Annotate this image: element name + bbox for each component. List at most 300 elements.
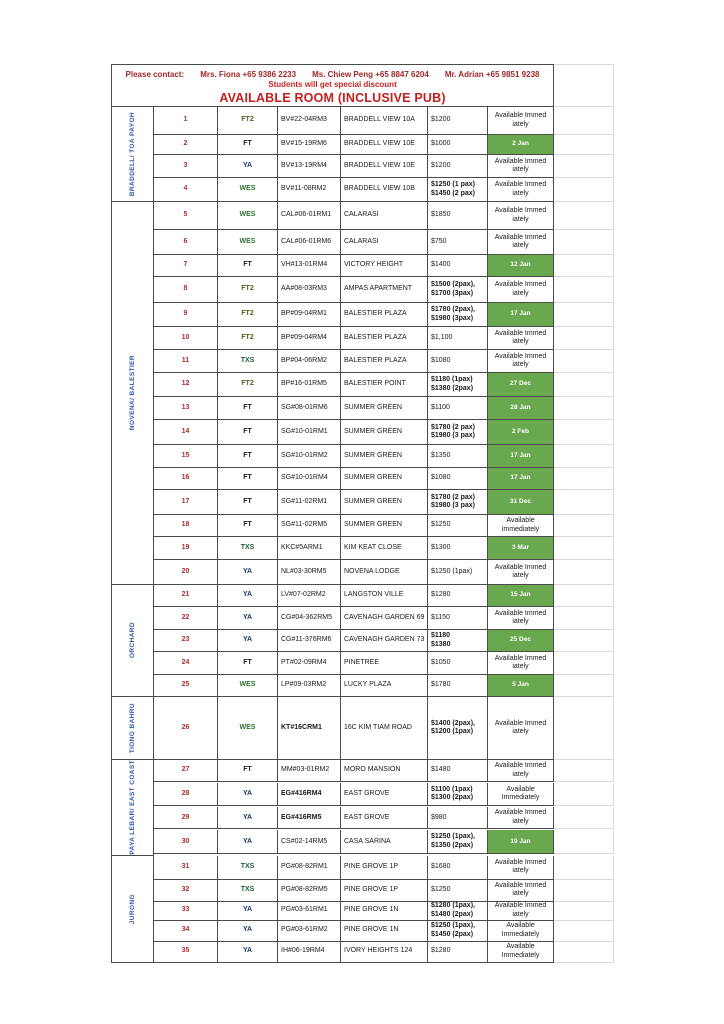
sheet-header-row (112, 64, 614, 107)
room-type-cell: WES (218, 202, 278, 230)
availability-line: Available (506, 943, 535, 951)
availability-cell (488, 445, 554, 468)
region-label: ORCHARD (128, 622, 136, 659)
price-cell (428, 560, 488, 585)
region-cell (112, 202, 154, 585)
price-cell (428, 277, 488, 303)
row-number-cell: 22 (154, 607, 218, 630)
region-cell (112, 107, 154, 202)
price-line: $1980 (3 pax) (431, 502, 475, 509)
availability-line: 15 Jan (510, 591, 531, 599)
price-line: $1200 (431, 161, 451, 169)
price-line: $1980 (3pax) (431, 314, 474, 322)
region-label: PAYA LEBAR/ EAST COAST (128, 760, 136, 855)
availability-line: 27 Dec (510, 380, 531, 388)
room-code-cell: PG#08-82RM5 (278, 880, 341, 902)
availability-line: Available Immed (494, 207, 547, 214)
availability-cell (488, 373, 554, 397)
table-header (112, 64, 554, 107)
ghost-cell (554, 202, 614, 230)
price-cell (428, 420, 488, 445)
room-type-cell: YA (218, 630, 278, 652)
price-line: $1450 (2 pax) (431, 189, 475, 197)
row-number-cell: 14 (154, 420, 218, 445)
price-cell (428, 202, 488, 230)
price-cell (428, 537, 488, 560)
building-cell: BALESTIER PLAZA (341, 350, 428, 373)
row-number-cell: 32 (154, 880, 218, 902)
price-cell (428, 630, 488, 652)
room-code-cell: SG#11-02RM1 (278, 490, 341, 515)
availability-cell (488, 585, 554, 607)
price-line: $1280 (431, 947, 451, 955)
room-type-cell: FT2 (218, 303, 278, 327)
room-type-cell: FT2 (218, 327, 278, 350)
room-code-cell: CAL#06-01RM6 (278, 230, 341, 255)
price-line: $1480 (2pax) (431, 910, 474, 918)
row-number-cell: 23 (154, 630, 218, 652)
room-code-cell: PT#02-09RM4 (278, 652, 341, 675)
room-type-cell: FT (218, 445, 278, 468)
availability-cell (488, 830, 554, 854)
price-line: $750 (431, 237, 447, 245)
building-cell: SUMMER GREEN (341, 515, 428, 537)
room-code-cell: PG#03-61RM2 (278, 921, 341, 942)
room-code-cell: KT#16CRM1 (278, 697, 341, 760)
row-number-cell: 25 (154, 675, 218, 697)
price-cell (428, 921, 488, 942)
price-cell (428, 490, 488, 515)
price-cell (428, 255, 488, 277)
availability-cell (488, 178, 554, 202)
price-line: $1100 (1pax) (431, 785, 473, 793)
availability-cell (488, 490, 554, 515)
availability-line: iately (512, 189, 529, 197)
row-number-cell: 19 (154, 537, 218, 560)
region-group (112, 107, 614, 202)
row-number-cell: 10 (154, 327, 218, 350)
ghost-cell (554, 880, 614, 902)
ghost-cell (554, 921, 614, 942)
ghost-cell (554, 468, 614, 490)
price-line: $1,100 (431, 333, 453, 341)
room-code-cell: BP#04-06RM2 (278, 350, 341, 373)
ghost-cell (554, 942, 614, 963)
room-code-cell: SG#10-01RM4 (278, 468, 341, 490)
availability-line: Immediately (501, 930, 540, 938)
price-cell (428, 445, 488, 468)
price-cell (428, 373, 488, 397)
ghost-cell (554, 783, 614, 806)
region-cell (112, 697, 154, 760)
room-type-cell: FT (218, 652, 278, 675)
building-cell: NOVENA LODGE (341, 560, 428, 585)
price-line: $1000 (431, 140, 451, 148)
ghost-cell (554, 630, 614, 652)
price-line: $1280 (431, 591, 451, 599)
price-line: $1180 (1pax) (431, 376, 473, 383)
availability-line: Immediately (501, 951, 540, 959)
availability-cell (488, 560, 554, 585)
row-number-cell: 34 (154, 921, 218, 942)
price-cell (428, 675, 488, 697)
ghost-cell (554, 830, 614, 854)
availability-line: 17 Jan (510, 451, 531, 459)
availability-line: 28 Jan (510, 403, 531, 411)
availability-cell (488, 350, 554, 373)
row-number-cell: 17 (154, 490, 218, 515)
ghost-cell (554, 350, 614, 373)
price-line: $1400 (431, 261, 451, 269)
row-number-cell: 7 (154, 255, 218, 277)
building-cell: EAST GROVE (341, 783, 428, 806)
availability-cell (488, 607, 554, 630)
ghost-cell (554, 303, 614, 327)
availability-line: iately (512, 572, 529, 579)
price-line: $1380 (2pax) (431, 384, 474, 392)
price-line: $1780 (431, 681, 451, 689)
building-cell: VICTORY HEIGHT (341, 255, 428, 277)
price-line: $1350 (2pax) (431, 841, 474, 849)
price-cell (428, 350, 488, 373)
building-cell: CASA SARINA (341, 830, 428, 854)
price-line: $1780 (2 pax) (431, 493, 475, 501)
room-code-cell: BV#15-19RM6 (278, 135, 341, 155)
building-cell: PINE GROVE 1N (341, 902, 428, 921)
building-cell: BRADDELL VIEW 10B (341, 178, 428, 202)
building-cell: PINETREE (341, 652, 428, 675)
building-cell: BRADDELL VIEW 10A (341, 107, 428, 135)
room-code-cell: CAL#06-01RM1 (278, 202, 341, 230)
room-type-cell: FT2 (218, 373, 278, 397)
price-cell (428, 515, 488, 537)
room-code-cell: BP#09-04RM1 (278, 303, 341, 327)
price-cell (428, 135, 488, 155)
availability-cell (488, 537, 554, 560)
ghost-cell (554, 135, 614, 155)
room-code-cell: NL#03-30RM5 (278, 560, 341, 585)
region-label: JURONG (128, 893, 136, 924)
ghost-cell (554, 155, 614, 178)
price-cell (428, 155, 488, 178)
room-code-cell: PG#08-82RM1 (278, 856, 341, 880)
room-code-cell: BP#09-04RM4 (278, 327, 341, 350)
availability-line: Available Immed (494, 181, 547, 188)
room-code-cell: CG#11-376RM6 (278, 630, 341, 652)
availability-cell (488, 942, 554, 963)
availability-cell (488, 902, 554, 921)
availability-cell (488, 856, 554, 880)
room-type-cell: TXS (218, 350, 278, 373)
row-number-cell: 6 (154, 230, 218, 255)
price-line: $1680 (431, 862, 451, 870)
building-cell: BALESTIER POINT (341, 373, 428, 397)
availability-cell (488, 921, 554, 942)
room-type-cell: YA (218, 830, 278, 854)
building-cell: CALARASI (341, 230, 428, 255)
availability-cell (488, 202, 554, 230)
ghost-cell (554, 490, 614, 515)
contact-chiew-peng: Ms. Chiew Peng +65 8847 6204 (312, 69, 429, 79)
ghost-header-cell (554, 64, 614, 107)
availability-cell (488, 107, 554, 135)
room-type-cell: FT (218, 468, 278, 490)
price-line: $1150 (431, 613, 450, 621)
room-table (112, 107, 614, 963)
availability-line: immediately (501, 525, 540, 533)
room-code-cell: VH#13-01RM4 (278, 255, 341, 277)
price-cell (428, 303, 488, 327)
row-number-cell: 20 (154, 560, 218, 585)
ghost-cell (554, 856, 614, 880)
room-code-cell: BV#11-08RM2 (278, 178, 341, 202)
ghost-cell (554, 902, 614, 921)
room-code-cell: EG#416RM4 (278, 783, 341, 806)
availability-cell (488, 327, 554, 350)
availability-line: Available Immed (494, 329, 547, 337)
price-line: $1050 (431, 658, 451, 666)
row-number-cell: 28 (154, 783, 218, 806)
ghost-cell (554, 277, 614, 303)
price-line: $1480 (431, 766, 451, 774)
building-cell: MORO MANSION (341, 760, 428, 782)
availability-line: iately (512, 817, 529, 825)
availability-line: 12 Jan (510, 261, 531, 269)
building-cell: SUMMER GREEN (341, 490, 428, 515)
availability-line: iately (512, 618, 529, 625)
ghost-cell (554, 327, 614, 350)
building-cell: EAST GROVE (341, 807, 428, 829)
availability-line: 2 Feb (512, 427, 529, 435)
availability-line: iately (512, 166, 529, 173)
ghost-cell (554, 537, 614, 560)
price-line: $1980 (3 pax) (431, 432, 475, 439)
price-line: $1180 (431, 632, 451, 639)
room-type-cell: FT (218, 515, 278, 537)
row-number-cell: 29 (154, 807, 218, 829)
ghost-cell (554, 560, 614, 585)
row-number-cell: 8 (154, 277, 218, 303)
ghost-cell (554, 807, 614, 829)
room-type-cell: YA (218, 560, 278, 585)
availability-line: iately (512, 215, 529, 223)
availability-line: 19 Jan (510, 837, 531, 845)
availability-line: iately (512, 663, 529, 670)
row-number-cell: 2 (154, 135, 218, 155)
room-type-cell: TXS (218, 856, 278, 880)
discount-note: Students will get special discount (268, 80, 397, 89)
row-number-cell: 3 (154, 155, 218, 178)
availability-line: Available Immed (494, 352, 547, 360)
row-number-cell: 30 (154, 830, 218, 854)
price-line: $1780 (2pax), (431, 306, 475, 313)
availability-line: Immediately (501, 794, 540, 802)
price-line: $1080 (431, 356, 451, 364)
building-cell: SUMMER GREEN (341, 420, 428, 445)
row-number-cell: 16 (154, 468, 218, 490)
room-type-cell: YA (218, 902, 278, 921)
price-cell (428, 880, 488, 902)
building-cell: BALESTIER PLAZA (341, 303, 428, 327)
availability-line: Available (506, 785, 535, 793)
price-line: $1250 (1pax) (431, 567, 473, 575)
building-cell: BRADDELL VIEW 10E (341, 155, 428, 178)
row-number-cell: 18 (154, 515, 218, 537)
availability-line: Available (506, 517, 535, 524)
region-group (112, 697, 614, 760)
price-line: $1100 (431, 403, 450, 411)
availability-line: iately (512, 867, 529, 875)
row-number-cell: 13 (154, 397, 218, 420)
availability-line: Available Immed (494, 881, 547, 889)
availability-cell (488, 155, 554, 178)
ghost-cell (554, 178, 614, 202)
row-number-cell: 1 (154, 107, 218, 135)
availability-line: Available Immed (494, 233, 547, 241)
availability-line: iately (512, 120, 529, 128)
price-cell (428, 942, 488, 963)
room-type-cell: YA (218, 783, 278, 806)
availability-cell (488, 135, 554, 155)
row-number-cell: 5 (154, 202, 218, 230)
ghost-cell (554, 397, 614, 420)
price-line: $1850 (431, 211, 451, 219)
room-type-cell: WES (218, 697, 278, 760)
building-cell: SUMMER GREEN (341, 445, 428, 468)
room-code-cell: MM#03-01RM2 (278, 760, 341, 782)
room-type-cell: TXS (218, 880, 278, 902)
building-cell: 16C KIM TIAM ROAD (341, 697, 428, 760)
availability-line: 25 Dec (510, 636, 531, 644)
price-line: $1400 (2pax), (431, 719, 475, 727)
availability-line: Available Immed (494, 809, 547, 817)
building-cell: CAVENAGH GARDEN 69 (341, 607, 428, 630)
contact-fiona: Mrs. Fiona +65 9386 2233 (200, 69, 297, 79)
price-cell (428, 652, 488, 675)
ghost-cell (554, 697, 614, 760)
availability-line: Available Immed (494, 112, 547, 119)
room-type-cell: FT2 (218, 107, 278, 135)
row-number-cell: 21 (154, 585, 218, 607)
room-type-cell: FT (218, 135, 278, 155)
region-group (112, 760, 614, 856)
availability-line: 17 Jan (510, 310, 531, 318)
row-number-cell: 33 (154, 902, 218, 921)
ghost-cell (554, 607, 614, 630)
room-code-cell: LV#07-02RM2 (278, 585, 341, 607)
page-title: AVAILABLE ROOM (INCLUSIVE PUB) (219, 91, 446, 105)
region-label: TIONG BAHRU (128, 702, 136, 754)
room-type-cell: YA (218, 607, 278, 630)
price-line: $1780 (2 pax) (431, 423, 475, 431)
row-number-cell: 12 (154, 373, 218, 397)
region-group (112, 202, 614, 585)
availability-cell (488, 515, 554, 537)
region-cell (112, 760, 154, 856)
room-type-cell: YA (218, 155, 278, 178)
building-cell: SUMMER GREEN (341, 397, 428, 420)
price-cell (428, 807, 488, 829)
row-number-cell: 4 (154, 178, 218, 202)
availability-cell (488, 880, 554, 902)
row-number-cell: 26 (154, 697, 218, 760)
room-code-cell: CG#04-362RM5 (278, 607, 341, 630)
room-code-cell: SG#11-02RM5 (278, 515, 341, 537)
price-line: $980 (431, 813, 447, 821)
availability-line: iately (512, 242, 529, 249)
price-line: $1500 (2pax), (431, 281, 475, 288)
ghost-cell (554, 107, 614, 135)
room-code-cell: EG#416RM5 (278, 807, 341, 829)
ghost-cell (554, 445, 614, 468)
price-line: $1200 (1pax) (431, 728, 474, 735)
price-line: $1280 (1pax), (431, 902, 475, 910)
row-number-cell: 31 (154, 856, 218, 880)
room-code-cell: LP#09-03RM2 (278, 675, 341, 697)
availability-line: Available Immed (494, 902, 547, 910)
price-cell (428, 607, 488, 630)
availability-line: 2 Jan (512, 140, 529, 148)
availability-cell (488, 255, 554, 277)
price-line: $1250 (1pax), (431, 922, 475, 930)
region-cell (112, 856, 154, 963)
building-cell: KIM KEAT CLOSE (341, 537, 428, 560)
availability-line: Available Immed (494, 762, 547, 769)
room-code-cell: BV#22-04RM3 (278, 107, 341, 135)
building-cell: CALARASI (341, 202, 428, 230)
price-line: $1300 (2pax) (431, 794, 474, 802)
availability-cell (488, 630, 554, 652)
contact-label: Please contact: (125, 69, 185, 79)
room-code-cell: BV#13-19RM4 (278, 155, 341, 178)
price-cell (428, 327, 488, 350)
price-cell (428, 697, 488, 760)
price-line: $1300 (431, 543, 451, 551)
availability-cell (488, 420, 554, 445)
region-label: NOVENA/ BALESTIER (128, 355, 136, 431)
building-cell: LANGSTON VILLE (341, 585, 428, 607)
price-line: $1250 (1 pax) (431, 181, 475, 188)
availability-line: Available Immed (494, 609, 547, 617)
availability-cell (488, 230, 554, 255)
price-line: $1350 (431, 451, 451, 459)
room-type-cell: YA (218, 921, 278, 942)
availability-line: 3 Mar (512, 543, 529, 551)
availability-cell (488, 303, 554, 327)
availability-line: 17 Jan (510, 474, 531, 482)
building-cell: CAVENAGH GARDEN 73 (341, 630, 428, 652)
price-cell (428, 230, 488, 255)
ghost-cell (554, 515, 614, 537)
price-line: $1380 (431, 640, 451, 648)
price-cell (428, 856, 488, 880)
availability-cell (488, 807, 554, 829)
ghost-cell (554, 373, 614, 397)
building-cell: PINE GROVE 1P (341, 856, 428, 880)
price-line: $1080 (431, 474, 451, 482)
region-cell (112, 585, 154, 697)
room-type-cell: FT (218, 760, 278, 782)
room-type-cell: FT (218, 255, 278, 277)
building-cell: LUCKY PLAZA (341, 675, 428, 697)
ghost-cell (554, 760, 614, 782)
room-type-cell: FT (218, 490, 278, 515)
availability-line: Available Immed (494, 281, 547, 288)
building-cell: BALESTIER PLAZA (341, 327, 428, 350)
ghost-cell (554, 652, 614, 675)
price-line: $1250 (1pax), (431, 833, 475, 841)
region-group (112, 585, 614, 697)
